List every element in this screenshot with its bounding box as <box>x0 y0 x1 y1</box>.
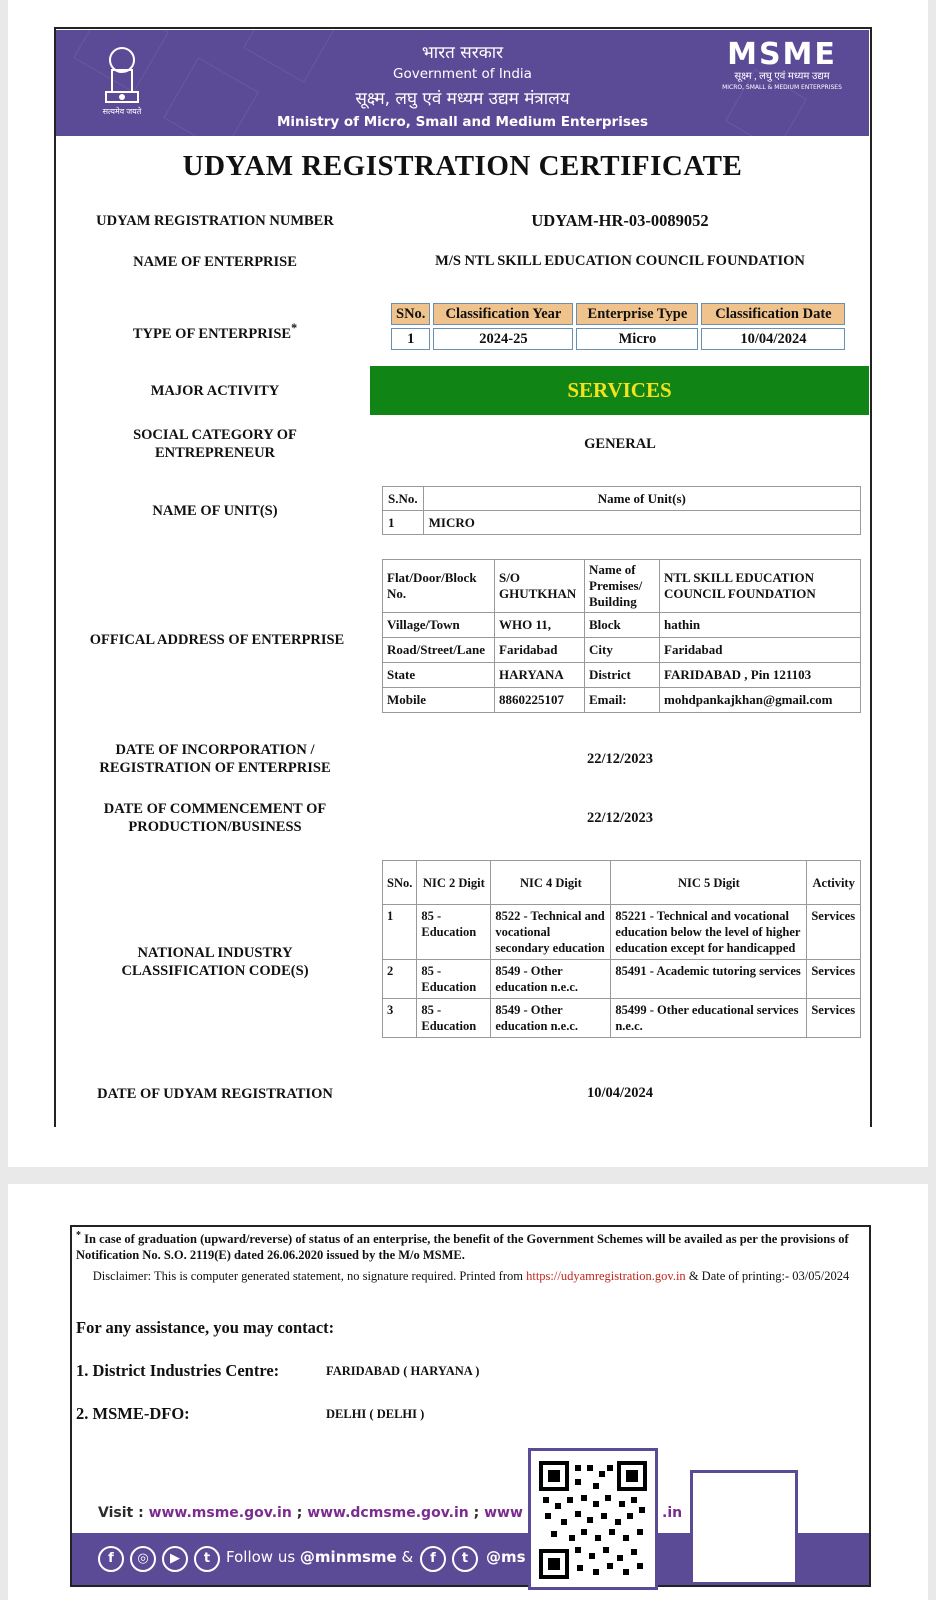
visit-label: Visit : <box>98 1505 149 1521</box>
hindi-government-title: भारत सरकार <box>421 43 504 63</box>
facebook-icon[interactable]: f <box>420 1546 446 1572</box>
certificate-title: UDYAM REGISTRATION CERTIFICATE <box>182 150 743 182</box>
table-cell: Name of Premises/ Building <box>585 560 660 613</box>
table-cell: 2 <box>383 960 417 999</box>
msme-logo <box>717 37 847 100</box>
dfo-value: DELHI ( DELHI ) <box>326 1407 425 1421</box>
table-cell: Services <box>807 999 861 1038</box>
table-cell: FARIDABAD , Pin 121103 <box>660 663 861 688</box>
dic-value: FARIDABAD ( HARYANA ) <box>326 1364 480 1378</box>
table-cell: Flat/Door/Block No. <box>383 560 495 613</box>
table-cell: Road/Street/Lane <box>383 638 495 663</box>
nic-label <box>80 944 350 980</box>
follow-handle-2-text[interactable]: @ms <box>486 1548 526 1566</box>
visit-separator: ; <box>291 1505 308 1521</box>
social-category-value: GENERAL <box>584 436 656 452</box>
table-cell: 1 <box>383 511 424 535</box>
msme-logo-hindi: सूक्ष्म , लघु एवं मध्यम उद्यम <box>734 71 830 82</box>
table-row <box>391 328 845 350</box>
table-row <box>383 999 861 1038</box>
table-header-row <box>391 303 845 325</box>
facebook-icon[interactable]: f <box>98 1546 124 1572</box>
udyam-date-value: 10/04/2024 <box>586 1085 654 1101</box>
dfo-label: 2. MSME-DFO: <box>76 1404 190 1423</box>
table-row <box>383 511 861 535</box>
follow-amp: & <box>396 1548 414 1566</box>
table-cell: 85 - Education <box>417 999 491 1038</box>
udyam-portal-link[interactable]: https://udyamregistration.gov.in <box>526 1269 686 1283</box>
third-site-link-tail <box>662 1505 682 1521</box>
table-header-cell: NIC 5 Digit <box>611 861 807 905</box>
table-row <box>383 560 861 613</box>
table-row <box>383 905 861 960</box>
hindi-ministry-title: सूक्ष्म, लघु एवं मध्यम उद्यम मंत्रालय <box>355 89 570 109</box>
enterprise-name-value: M/S NTL SKILL EDUCATION COUNCIL FOUNDATION <box>435 253 805 269</box>
table-cell: Email: <box>585 688 660 713</box>
incorporation-label-line2: REGISTRATION OF ENTERPRISE <box>99 760 331 776</box>
table-header-cell: NIC 2 Digit <box>417 861 491 905</box>
table-row <box>383 960 861 999</box>
table-cell: 10/04/2024 <box>701 328 845 350</box>
table-cell: District <box>585 663 660 688</box>
table-header-cell: Activity <box>807 861 861 905</box>
units-label: NAME OF UNIT(S) <box>152 503 278 519</box>
photo-box <box>690 1470 798 1585</box>
table-cell: 1 <box>391 328 430 350</box>
table-header-cell: Classification Year <box>433 303 573 325</box>
commencement-label-line1: DATE OF COMMENCEMENT OF <box>103 801 327 817</box>
nic-table <box>382 860 861 1038</box>
table-cell: 8522 - Technical and vocational secondary education <box>491 905 611 960</box>
enterprise-type-table <box>388 300 848 353</box>
third-site-link[interactable]: www <box>484 1505 523 1521</box>
social-category-label-line2: ENTREPRENEUR <box>154 445 276 461</box>
table-cell: Services <box>807 905 861 960</box>
msme-site-link[interactable]: www.msme.gov.in <box>148 1505 292 1521</box>
email-value: mohdpankajkhan@gmail.com <box>660 688 861 713</box>
address-table <box>382 559 861 713</box>
government-banner <box>56 30 869 136</box>
table-header-cell: Name of Unit(s) <box>423 487 860 511</box>
note-text: In case of graduation (upward/reverse) of status of an enterprise, the benefit of the Government Schemes will be availed as per the provisions of Notification No. S.O. 2119(E) dated 26.06.2020 issued by the M/o MSME. <box>76 1232 849 1263</box>
units-table <box>382 486 861 535</box>
reg-number-label: UDYAM REGISTRATION NUMBER <box>96 213 334 229</box>
table-cell: 85499 - Other educational services n.e.c. <box>611 999 807 1038</box>
visit-separator: ; <box>468 1505 485 1521</box>
type-label <box>80 319 350 343</box>
udyam-date-label: DATE OF UDYAM REGISTRATION <box>97 1086 333 1102</box>
table-cell: S/O GHUTKHAN <box>495 560 585 613</box>
table-cell: Faridabad <box>660 638 861 663</box>
visit-links <box>98 1505 523 1521</box>
commencement-label <box>80 800 350 836</box>
table-row <box>383 613 861 638</box>
address-label: OFFICAL ADDRESS OF ENTERPRISE <box>89 632 345 648</box>
table-cell: 8549 - Other education n.e.c. <box>491 999 611 1038</box>
table-cell: Faridabad <box>495 638 585 663</box>
nic-label-line1: NATIONAL INDUSTRY <box>137 945 293 961</box>
follow-handle[interactable]: @minmsme <box>299 1548 397 1566</box>
assistance-heading: For any assistance, you may contact: <box>76 1318 335 1337</box>
commencement-label-line2: PRODUCTION/BUSINESS <box>128 819 302 835</box>
table-cell: 1 <box>383 905 417 960</box>
table-cell: 3 <box>383 999 417 1038</box>
table-cell: Mobile <box>383 688 495 713</box>
youtube-icon[interactable]: ▶ <box>162 1546 188 1572</box>
table-cell: 85491 - Academic tutoring services <box>611 960 807 999</box>
enterprise-name-label: NAME OF ENTERPRISE <box>133 254 297 270</box>
table-header-cell: SNo. <box>391 303 430 325</box>
type-label-star: * <box>291 321 298 335</box>
table-cell: MICRO <box>423 511 860 535</box>
table-header-row <box>383 861 861 905</box>
table-cell: 85221 - Technical and vocational education below the level of higher education except for handicapped <box>611 905 807 960</box>
table-cell: NTL SKILL EDUCATION COUNCIL FOUNDATION <box>660 560 861 613</box>
reg-number-value: UDYAM-HR-03-0089052 <box>531 211 709 230</box>
social-category-label-line1: SOCIAL CATEGORY OF <box>133 427 297 443</box>
msme-logo-english: MICRO, SMALL & MEDIUM ENTERPRISES <box>722 84 842 91</box>
activity-label: MAJOR ACTIVITY <box>150 383 280 399</box>
table-row <box>383 688 861 713</box>
nic-label-line2: CLASSIFICATION CODE(S) <box>121 963 309 979</box>
follow-handle-2 <box>486 1548 526 1566</box>
printing-date: & Date of printing:- 03/05/2024 <box>688 1269 850 1283</box>
follow-prefix: Follow us <box>226 1548 300 1566</box>
table-cell: Micro <box>576 328 698 350</box>
table-cell: 85 - Education <box>417 960 491 999</box>
dic-label: 1. District Industries Centre: <box>76 1361 280 1380</box>
table-cell: Services <box>807 960 861 999</box>
incorporation-label <box>80 741 350 777</box>
msme-logo-text: MSME <box>727 37 837 72</box>
government-title: Government of India <box>393 66 532 82</box>
dcmsme-site-link[interactable]: www.dcmsme.gov.in <box>307 1505 469 1521</box>
table-header-cell: Enterprise Type <box>576 303 698 325</box>
table-row <box>383 638 861 663</box>
follow-us-text <box>226 1548 413 1566</box>
table-cell: WHO 11, <box>495 613 585 638</box>
table-cell: 2024-25 <box>433 328 573 350</box>
twitter-icon[interactable]: t <box>194 1546 220 1572</box>
disclaimer <box>76 1268 866 1284</box>
twitter-icon[interactable]: t <box>452 1546 478 1572</box>
instagram-icon[interactable]: ◎ <box>130 1546 156 1572</box>
graduation-note <box>76 1228 866 1263</box>
social-category-label <box>80 426 350 462</box>
table-header-cell: Classification Date <box>701 303 845 325</box>
table-header-cell: S.No. <box>383 487 424 511</box>
type-label-text: TYPE OF ENTERPRISE <box>132 325 292 342</box>
table-cell: hathin <box>660 613 861 638</box>
activity-value-bar: SERVICES <box>370 366 869 415</box>
table-cell: 8549 - Other education n.e.c. <box>491 960 611 999</box>
emblem-caption: सत्यमेव जयते <box>102 107 142 116</box>
table-cell: Block <box>585 613 660 638</box>
table-cell: HARYANA <box>495 663 585 688</box>
table-header-cell: SNo. <box>383 861 417 905</box>
table-cell: 85 - Education <box>417 905 491 960</box>
incorporation-date: 22/12/2023 <box>586 751 654 767</box>
table-cell: 8860225107 <box>495 688 585 713</box>
disclaimer-text: Disclaimer: This is computer generated statement, no signature required. Printed from <box>92 1269 523 1283</box>
incorporation-label-line1: DATE OF INCORPORATION / <box>115 742 315 758</box>
ministry-title: Ministry of Micro, Small and Medium Enterprises <box>276 114 649 130</box>
table-header-cell: NIC 4 Digit <box>491 861 611 905</box>
commencement-date: 22/12/2023 <box>586 810 654 826</box>
third-site-link-suffix[interactable]: .in <box>662 1505 683 1521</box>
table-header-row <box>383 487 861 511</box>
note-star: * <box>76 1230 81 1241</box>
table-cell: City <box>585 638 660 663</box>
table-cell: State <box>383 663 495 688</box>
table-row <box>383 663 861 688</box>
qr-code <box>528 1448 658 1590</box>
table-cell: Village/Town <box>383 613 495 638</box>
